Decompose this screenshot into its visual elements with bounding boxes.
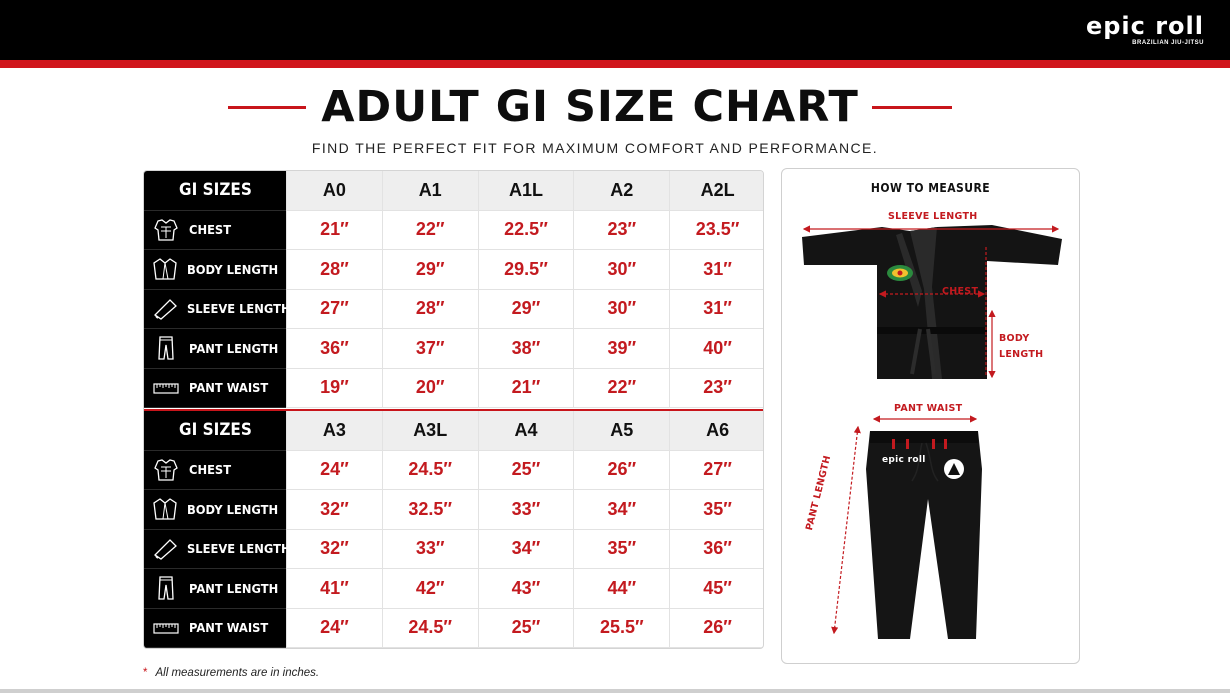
- measurement-value: 24.5″: [382, 609, 478, 649]
- measurement-value: 40″: [669, 329, 764, 369]
- measurement-label-cell: [144, 490, 286, 530]
- brand-tagline: BRAZILIAN JIU-JITSU: [1132, 40, 1204, 46]
- footnote-star: *: [143, 667, 148, 679]
- table-row: [144, 250, 764, 290]
- table-row: [144, 329, 764, 369]
- table-row: [144, 451, 764, 491]
- size-column-header: A2L: [669, 171, 764, 211]
- measurement-value: 45″: [669, 569, 764, 609]
- size-header-label-cell: [144, 411, 286, 451]
- label-sleeve-length: SLEEVE LENGTH: [888, 211, 978, 222]
- measurement-value: 19″: [286, 369, 382, 409]
- measurement-value: 22.5″: [478, 211, 574, 251]
- measurement-value: 29.5″: [478, 250, 574, 290]
- size-column-header: A2: [573, 171, 669, 211]
- measurement-label-cell: [144, 569, 286, 609]
- measurement-value: 32.5″: [382, 490, 478, 530]
- measurement-label-cell: [144, 451, 286, 491]
- measurement-label: CHEST: [189, 462, 232, 478]
- ruler-icon: [152, 615, 180, 641]
- measurement-value: 22″: [382, 211, 478, 251]
- measurement-value: 30″: [573, 290, 669, 330]
- top-banner: [0, 0, 1230, 60]
- table-row: [144, 609, 764, 649]
- pants-icon: [152, 335, 180, 361]
- measurement-label-cell: [144, 250, 286, 290]
- measurement-label: SLEEVE LENGTH: [187, 541, 291, 557]
- measurement-value: 38″: [478, 329, 574, 369]
- size-column-header: A3L: [382, 411, 478, 451]
- measurement-label-cell: [144, 290, 291, 330]
- size-header-label: GI SIZES: [178, 180, 252, 201]
- table-row: [144, 530, 764, 570]
- measurement-label: SLEEVE LENGTH: [187, 301, 291, 317]
- sleeve-icon: [152, 536, 178, 562]
- measurement-value: 20″: [382, 369, 478, 409]
- measurement-label: CHEST: [189, 222, 232, 238]
- size-column-header: A1: [382, 171, 478, 211]
- measurement-value: 32″: [286, 530, 382, 570]
- pants-logo-text: epic roll: [882, 455, 926, 465]
- measurement-label-cell: [144, 609, 286, 649]
- bottom-border: [0, 689, 1230, 693]
- brand-name: epic roll: [1085, 12, 1204, 40]
- label-pant-length: PANT LENGTH: [804, 454, 834, 532]
- body-length-icon: [152, 496, 178, 522]
- measurement-label: PANT LENGTH: [188, 580, 279, 596]
- page-title: ADULT GI SIZE CHART: [321, 82, 859, 132]
- measurement-label: BODY LENGTH: [187, 501, 279, 517]
- measurement-value: 27″: [286, 290, 382, 330]
- measurement-value: 41″: [286, 569, 382, 609]
- table-row: [144, 490, 764, 530]
- table-row: [144, 211, 764, 251]
- footnote: [143, 667, 319, 679]
- size-header-row: [144, 411, 764, 451]
- measurement-label: PANT WAIST: [189, 620, 269, 636]
- measurement-value: 27″: [669, 451, 764, 491]
- measurement-value: 30″: [573, 250, 669, 290]
- size-column-header: A1L: [478, 171, 574, 211]
- measurement-value: 42″: [382, 569, 478, 609]
- measurement-value: 25″: [478, 609, 574, 649]
- measurement-value: 23″: [669, 369, 764, 409]
- table-row: [144, 290, 764, 330]
- size-column-header: A0: [286, 171, 382, 211]
- table-row: [144, 569, 764, 609]
- measurement-value: 23″: [573, 211, 669, 251]
- top-accent-stripe: [0, 60, 1230, 68]
- measurement-value: 24″: [286, 609, 382, 649]
- measurement-label-cell: [144, 369, 286, 409]
- measurement-value: 29″: [382, 250, 478, 290]
- table-row: [144, 369, 764, 409]
- measurement-value: 26″: [573, 451, 669, 491]
- size-column-header: A6: [669, 411, 764, 451]
- label-body-length-2: LENGTH: [999, 349, 1044, 360]
- measurement-value: 33″: [382, 530, 478, 570]
- pants-icon: [152, 575, 180, 601]
- size-table: [143, 170, 764, 649]
- measurement-label-cell: [144, 530, 291, 570]
- measurement-value: 31″: [669, 250, 764, 290]
- how-to-measure-title: HOW TO MEASURE: [870, 181, 991, 195]
- how-to-measure-panel: [781, 168, 1080, 664]
- measurement-label-cell: [144, 211, 286, 251]
- measurement-value: 44″: [573, 569, 669, 609]
- brand-logo: [1086, 14, 1204, 46]
- measurement-value: 21″: [286, 211, 382, 251]
- measurement-value: 28″: [382, 290, 478, 330]
- measurement-value: 26″: [669, 609, 764, 649]
- measurement-label: PANT LENGTH: [188, 340, 279, 356]
- sleeve-icon: [152, 296, 178, 322]
- measure-illustration: [782, 169, 1081, 665]
- footnote-text: All measurements are in inches.: [155, 667, 320, 679]
- size-column-header: A3: [286, 411, 382, 451]
- measurement-value: 34″: [573, 490, 669, 530]
- measurement-value: 32″: [286, 490, 382, 530]
- measurement-value: 39″: [573, 329, 669, 369]
- measurement-value: 25.5″: [573, 609, 669, 649]
- chest-icon: [152, 457, 180, 483]
- chest-icon: [152, 217, 180, 243]
- measurement-label: BODY LENGTH: [187, 261, 279, 277]
- page-subtitle: FIND THE PERFECT FIT FOR MAXIMUM COMFORT AND PERFORMANCE.: [311, 140, 879, 156]
- measurement-value: 37″: [382, 329, 478, 369]
- measurement-value: 36″: [286, 329, 382, 369]
- measurement-value: 35″: [573, 530, 669, 570]
- label-body-length-1: BODY: [999, 333, 1030, 344]
- measurement-value: 25″: [478, 451, 574, 491]
- body-length-icon: [152, 256, 178, 282]
- measurement-value: 24″: [286, 451, 382, 491]
- measurement-value: 33″: [478, 490, 574, 530]
- measurement-label: PANT WAIST: [189, 380, 269, 396]
- measurement-value: 43″: [478, 569, 574, 609]
- measurement-value: 36″: [669, 530, 764, 570]
- measurement-value: 21″: [478, 369, 574, 409]
- size-column-header: A4: [478, 411, 574, 451]
- measurement-value: 22″: [573, 369, 669, 409]
- measurement-label-cell: [144, 329, 286, 369]
- size-header-label-cell: [144, 171, 286, 211]
- measurement-value: 28″: [286, 250, 382, 290]
- label-chest: CHEST: [942, 286, 979, 297]
- measurement-value: 24.5″: [382, 451, 478, 491]
- page-title-wrap: [0, 78, 1180, 138]
- measurement-value: 35″: [669, 490, 764, 530]
- measurement-value: 23.5″: [669, 211, 764, 251]
- measurement-value: 31″: [669, 290, 764, 330]
- size-header-row: [144, 171, 764, 211]
- measurement-value: 34″: [478, 530, 574, 570]
- size-header-label: GI SIZES: [178, 420, 252, 441]
- size-column-header: A5: [573, 411, 669, 451]
- measurement-value: 29″: [478, 290, 574, 330]
- label-pant-waist: PANT WAIST: [894, 403, 963, 414]
- ruler-icon: [152, 375, 180, 401]
